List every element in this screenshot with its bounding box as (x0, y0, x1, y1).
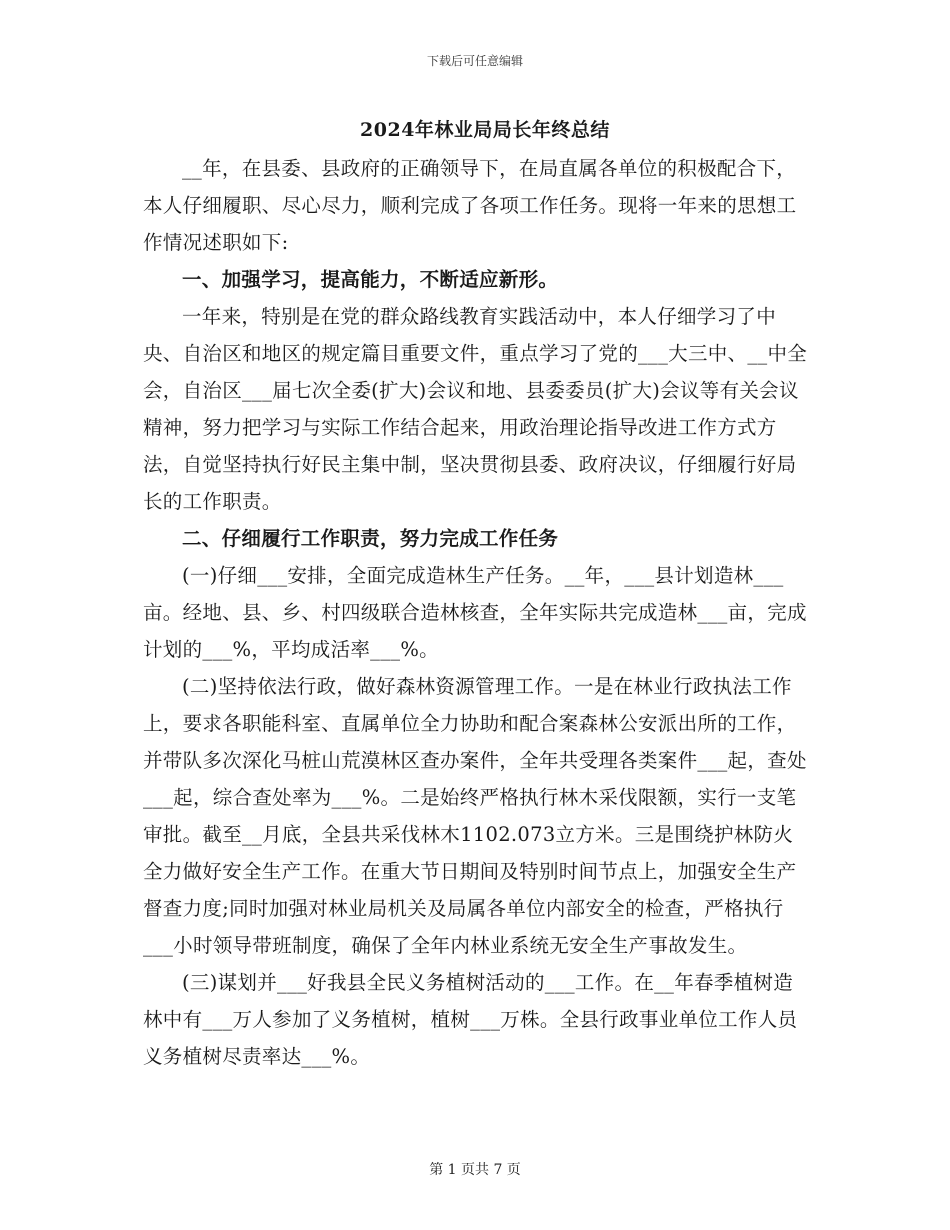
page-header-note: 下载后可任意编辑 (426, 54, 523, 68)
section-heading-1: 一、加强学习，提高能力，不断适应新形。 (182, 268, 559, 291)
document-title: 2024年林业局局长年终总结 (360, 119, 610, 141)
section-heading-2: 二、仔细履行工作职责，努力完成工作任务 (182, 527, 559, 550)
document-body (143, 150, 811, 1075)
paragraph-forest-management: (二)坚持依法行政，做好森林资源管理工作。一是在林业行政执法工作上，要求各职能科室、直属单位全力协助和配合案森林公安派出所的工作，并带队多次深化马桩山荒漠林区查办案件，全年共受理各类案件___起，查处___起，综合查处率为___%。二是始终严格执行林木采伐限额，实行一支笔审批。截至__月底，全县共采伐林木1102.073立方米。三是围绕护林防火全力做好安全生产工作。在重大节日期间及特别时间节点上，加强安全生产督查力度;同时加强对林业局机关及局属各单位内部安全的检查，严格执行___小时领导带班制度，确保了全年内林业系统无安全生产事故发生。 (143, 675, 807, 957)
paragraph-intro: __年，在县委、县政府的正确领导下，在局直属各单位的积极配合下，本人仔细履职、尽心尽力，顺利完成了各项工作任务。现将一年来的思想工作情况述职如下: (143, 157, 797, 254)
paragraph-afforestation: (一)仔细___安排，全面完成造林生产任务。__年，___县计划造林___亩。经地、县、乡、村四级联合造林核查，全年实际共完成造林___亩，完成计划的___%，平均成活率___%。 (143, 564, 807, 661)
paragraph-tree-planting: (三)谋划并___好我县全民义务植树活动的___工作。在__年春季植树造林中有___万人参加了义务植树，植树___万株。全县行政事业单位工作人员义务植树尽责率达___%。 (143, 971, 798, 1068)
page-footer-number: 第 1 页共 7 页 (429, 1162, 521, 1178)
paragraph-study: 一年来，特别是在党的群众路线教育实践活动中，本人仔细学习了中央、自治区和地区的规定篇目重要文件，重点学习了党的___大三中、__中全会，自治区___届七次全委(扩大)会议和地、县委委员(扩大)会议等有关会议精神，努力把学习与实际工作结合起来，用政治理论指导改进工作方式方法，自觉坚持执行好民主集中制，坚决贯彻县委、政府决议，仔细履行好局长的工作职责。 (143, 305, 808, 513)
